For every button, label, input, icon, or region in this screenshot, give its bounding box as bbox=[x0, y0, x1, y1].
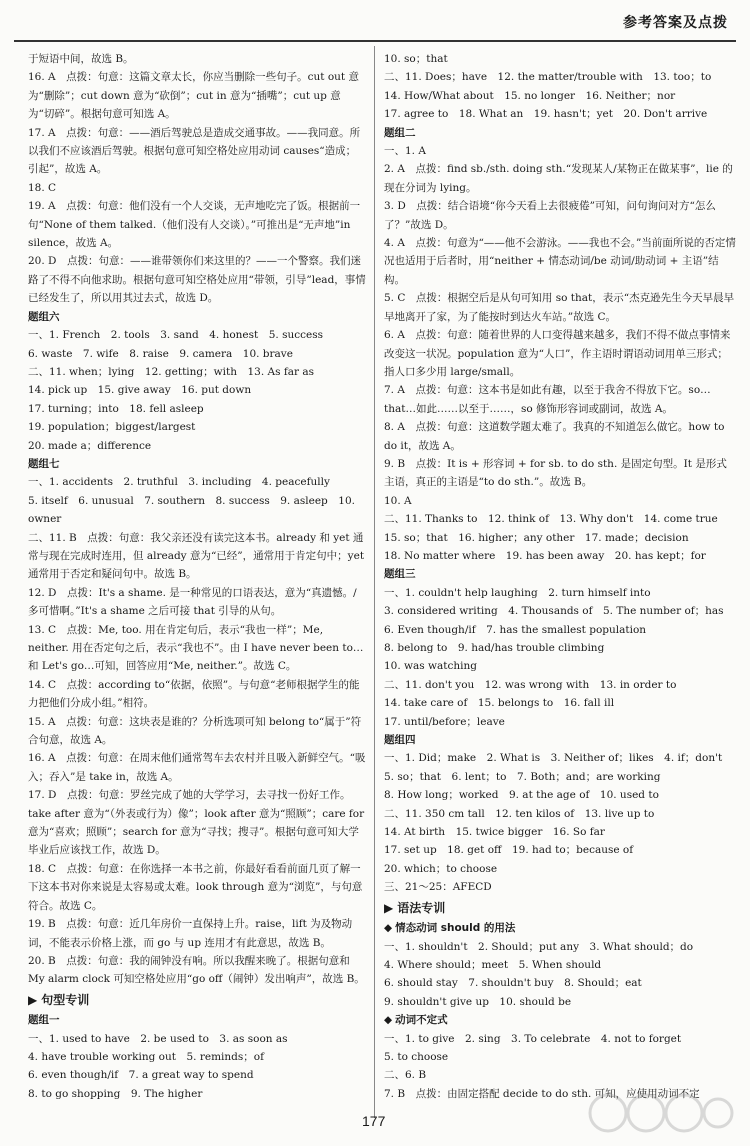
answer-line: 9. shouldn't give up 10. should be bbox=[384, 995, 572, 1008]
answer-line: 3. considered writing 4. Thousands of 5. The number of；has bbox=[384, 605, 724, 618]
group-heading: 题组四 bbox=[384, 734, 416, 747]
answer-line: 18. C bbox=[28, 181, 57, 194]
answer-line: 2. A 点拨：find sb./sth. doing sth.“发现某人/某物正在做某事”，lie 的现在分词为 lying。 bbox=[384, 163, 733, 194]
answer-line: 18. No matter where 19. has been away 20. has kept；for bbox=[384, 549, 706, 562]
section-marker-icon: ▶ bbox=[384, 900, 394, 915]
header-title: 参考答案及点拨 bbox=[623, 15, 728, 31]
answer-line: 19. population；biggest/largest bbox=[28, 421, 196, 434]
page-header bbox=[0, 0, 750, 56]
answer-line: 二、11. Thanks to 12. think of 13. Why don't 14. come true bbox=[384, 513, 718, 526]
answer-line: 6. should stay 7. shouldn't buy 8. Should；eat bbox=[384, 977, 642, 990]
answer-line: 三、21～25：AFECD bbox=[384, 881, 492, 894]
answer-line: 17. set up 18. get off 19. had to；because of bbox=[384, 844, 634, 857]
answer-line: 一、1. used to have 2. be used to 3. as soon as bbox=[28, 1032, 288, 1045]
answer-line: 20. made a；difference bbox=[28, 439, 152, 452]
answer-line: 20. which；to choose bbox=[384, 862, 498, 875]
answer-line: 17. turning；into 18. fell asleep bbox=[28, 402, 204, 415]
answer-line: 5. so；that 6. lent；to 7. Both；and；are working bbox=[384, 770, 661, 783]
answer-line: 9. B 点拨：It is + 形容词 + for sb. to do sth. 是固定句型。It 是形式主语，真正的主语是“to do sth.”。故选 B。 bbox=[384, 457, 727, 489]
answer-line: 17. A 点拨：句意：——酒后驾驶总是造成交通事故。——我同意。所以我们不应该酒后驾驶。根据句意可知空格处应用动词 causes“造成；引起”，故选 A。 bbox=[28, 126, 361, 176]
answer-line: 12. D 点拨：It's a shame. 是一种常见的口语表达，意为“真遗憾。/多可惜啊。”It's a shame 之后可接 that 引导的从句。 bbox=[28, 586, 357, 618]
left-column bbox=[28, 50, 366, 1110]
answer-line: 10. was watching bbox=[384, 660, 477, 673]
answer-line: 7. A 点拨：句意：这本书是如此有趣，以至于我舍不得放下它。so…that…如此……以至于……，so 修饰形容词或副词，故选 A。 bbox=[384, 384, 711, 415]
answer-line: 一、1. shouldn't 2. Should；put any 3. What should；do bbox=[384, 940, 694, 953]
section-heading bbox=[384, 899, 736, 917]
section-title: 语法专训 bbox=[397, 900, 446, 915]
header-rule bbox=[14, 40, 736, 42]
answer-line: 13. C 点拨：Me, too. 用在肯定句后，表示“我也一样”；Me, neither. 用在否定句之后，表示“我也不”。由 I have never been to…和 Let's go…可知，回答应用“Me, neither.”。故选 C。 bbox=[28, 623, 364, 673]
answer-line: 14. At birth 15. twice bigger 16. So far bbox=[384, 826, 605, 839]
answer-line: 8. A 点拨：句意：这道数学题太难了。我真的不知道怎么做它。how to do it，故选 A。 bbox=[384, 421, 725, 452]
answer-line: 6. even though/if 7. a great way to spend bbox=[28, 1069, 254, 1082]
answer-line: 10. so；that bbox=[384, 53, 448, 65]
answer-line: 8. belong to 9. had/has trouble climbing bbox=[384, 642, 605, 654]
section-heading bbox=[28, 991, 366, 1009]
answer-line: 一、1. Did；make 2. What is 3. Neither of；likes 4. if；don't bbox=[384, 752, 723, 765]
answer-line: 10. A bbox=[384, 494, 412, 507]
answer-line: 18. C 点拨：句意：在你选择一本书之前，你最好看看前面几页了解一下这本书对你来说是太容易或太难。look through 意为“浏览”，与句意符合。故选 C。 bbox=[28, 862, 363, 912]
answer-line: 6. A 点拨：句意：随着世界的人口变得越来越多，我们不得不做点事情来改变这一状况。population 意为“人口”，作主语时谓语动词用单三形式；指人口多少用 large/small。 bbox=[384, 329, 731, 378]
answer-line: 14. C 点拨：according to“依据，依照”。与句意“老师根据学生的能力把他们分成小组。”相符。 bbox=[28, 678, 360, 710]
answer-line: 6. Even though/if 7. has the smallest population bbox=[384, 623, 647, 636]
answer-line: 二、6. B bbox=[384, 1069, 427, 1082]
group-heading: 题组二 bbox=[384, 126, 416, 139]
answer-line: 5. C 点拨：根据空后是从句可知用 so that，表示“杰克逊先生今天早晨早早地离开了家，为了能按时到达火车站。”故选 C。 bbox=[384, 292, 735, 323]
right-column bbox=[384, 50, 736, 1110]
answer-line: 一、1. couldn't help laughing 2. turn himself into bbox=[384, 586, 651, 599]
answer-line: 5. to choose bbox=[384, 1050, 449, 1063]
subsection-heading bbox=[384, 919, 736, 937]
answer-line: 4. A 点拨：句意为“——他不会游泳。——我也不会。”当前面所说的否定情况也适用于后者时，用“neither + 情态动词/be 动词/助动词 + 主语”结构。 bbox=[384, 237, 736, 286]
answer-line: 5. itself 6. unusual 7. southern 8. success 9. asleep 10. owner bbox=[28, 494, 355, 526]
answer-line: 19. A 点拨：句意：他们没有一个人交谈，无声地吃完了饭。根据前一句“None of them talked.（他们没有人交谈）。”可推出是“无声地”in silence，故选 A。 bbox=[28, 200, 361, 250]
group-heading: 题组一 bbox=[28, 1014, 60, 1027]
answer-line: 一、1. French 2. tools 3. sand 4. honest 5. success bbox=[28, 329, 324, 342]
section-marker-icon: ▶ bbox=[28, 992, 38, 1007]
subsection-heading bbox=[384, 1011, 736, 1029]
answer-line: 16. A 点拨：句意：这篇文章太长，你应当删除一些句子。cut out 意为“删除”；cut down 意为“砍倒”；cut in 意为“插嘴”；cut up 意为“切碎”。根据句意可知选 A。 bbox=[28, 71, 359, 121]
answer-line: 一、1. A bbox=[384, 145, 426, 158]
group-heading: 题组七 bbox=[28, 457, 60, 470]
answer-line: 二、11. Does；have 12. the matter/trouble with 13. too；to bbox=[384, 71, 712, 84]
answer-line: 14. pick up 15. give away 16. put down bbox=[28, 384, 252, 397]
answer-line: 于短语中间，故选 B。 bbox=[28, 53, 134, 65]
answer-line: 一、1. accidents 2. truthful 3. including 4. peacefully bbox=[28, 476, 330, 489]
diamond-bullet-icon: ◆ bbox=[384, 922, 393, 935]
answer-line: 14. How/What about 15. no longer 16. Neither；nor bbox=[384, 89, 676, 102]
answer-line: 15. so；that 16. higher；any other 17. made；decision bbox=[384, 531, 689, 544]
answer-line: 8. to go shopping 9. The higher bbox=[28, 1087, 203, 1100]
answer-line: 二、11. when；lying 12. getting；with 13. As far as bbox=[28, 365, 314, 378]
answer-line: 4. have trouble working out 5. reminds；of bbox=[28, 1050, 264, 1063]
answer-line: 17. until/before；leave bbox=[384, 715, 505, 728]
answer-line: 二、11. don't you 12. was wrong with 13. in order to bbox=[384, 678, 677, 691]
answer-line: 19. B 点拨：句意：近几年房价一直保持上升。raise，lift 为及物动词，不能表示价格上涨，而 go 与 up 连用才有此意思，故选 B。 bbox=[28, 918, 353, 949]
answer-line: 6. waste 7. wife 8. raise 9. camera 10. brave bbox=[28, 347, 293, 360]
answer-line: 二、11. B 点拨：句意：我父亲还没有读完这本书。already 和 yet 通常与现在完成时连用，但 already 意为“已经”，通常用于肯定句中；yet 通常用于否定和疑问句中。故选 B。 bbox=[28, 531, 365, 581]
answer-line: 3. D 点拨：结合语境“你今天看上去很疲倦”可知，问句询问对方“怎么了？”故选 D。 bbox=[384, 200, 716, 231]
answer-line: 15. A 点拨：句意：这块表是谁的？分析选项可知 belong to“属于”符合句意，故选 A。 bbox=[28, 715, 362, 747]
answer-line: 7. B 点拨：由固定搭配 decide to do sth. 可知，应使用动词不定 bbox=[384, 1087, 700, 1100]
subsection-title: 动词不定式 bbox=[395, 1014, 448, 1027]
page-number: 177 bbox=[362, 1113, 386, 1129]
group-heading: 题组六 bbox=[28, 310, 60, 323]
answer-line: 二、11. 350 cm tall 12. ten kilos of 13. live up to bbox=[384, 807, 655, 820]
section-title: 句型专训 bbox=[41, 992, 90, 1007]
answer-line: 4. Where should；meet 5. When should bbox=[384, 958, 602, 971]
answer-line: 20. D 点拨：句意：——谁带领你们来这里的？——一个警察。我们迷路了不得不向他求助。根据句意可知空格处应用“带领，引导”lead，事情已经发生了，所以用其过去式，故选 D。 bbox=[28, 255, 366, 305]
answer-line: 20. B 点拨：句意：我的闹钟没有响。所以我醒来晚了。根据句意和 My alarm clock 可知空格处应用“go off（闹钟）发出响声”，故选 B。 bbox=[28, 954, 365, 986]
answer-line: 14. take care of 15. belongs to 16. fall ill bbox=[384, 697, 615, 710]
answer-line: 16. A 点拨：句意：在周末他们通常驾车去农村并且吸入新鲜空气。“吸入；吞入”是 take in，故选 A。 bbox=[28, 752, 366, 783]
watermark-logo bbox=[586, 1088, 736, 1138]
answer-line: 8. How long；worked 9. at the age of 10. used to bbox=[384, 789, 659, 802]
answer-line: 17. D 点拨：句意：罗丝完成了她的大学学习，去寻找一份好工作。take after 意为“（外表或行为）像”；look after 意为“照顾”；care for 意为“喜欢；照顾”；search for 意为“寻找；搜寻”。根据句意可知大学毕业后应该找工作，故选 D。 bbox=[28, 789, 365, 857]
group-heading: 题组三 bbox=[384, 568, 416, 581]
diamond-bullet-icon: ◆ bbox=[384, 1014, 393, 1027]
answer-line: 17. agree to 18. What an 19. hasn't；yet 20. Don't arrive bbox=[384, 108, 708, 121]
subsection-title: 情态动词 should 的用法 bbox=[395, 922, 516, 935]
answer-line: 一、1. to give 2. sing 3. To celebrate 4. not to forget bbox=[384, 1032, 682, 1045]
column-divider bbox=[374, 46, 375, 1118]
